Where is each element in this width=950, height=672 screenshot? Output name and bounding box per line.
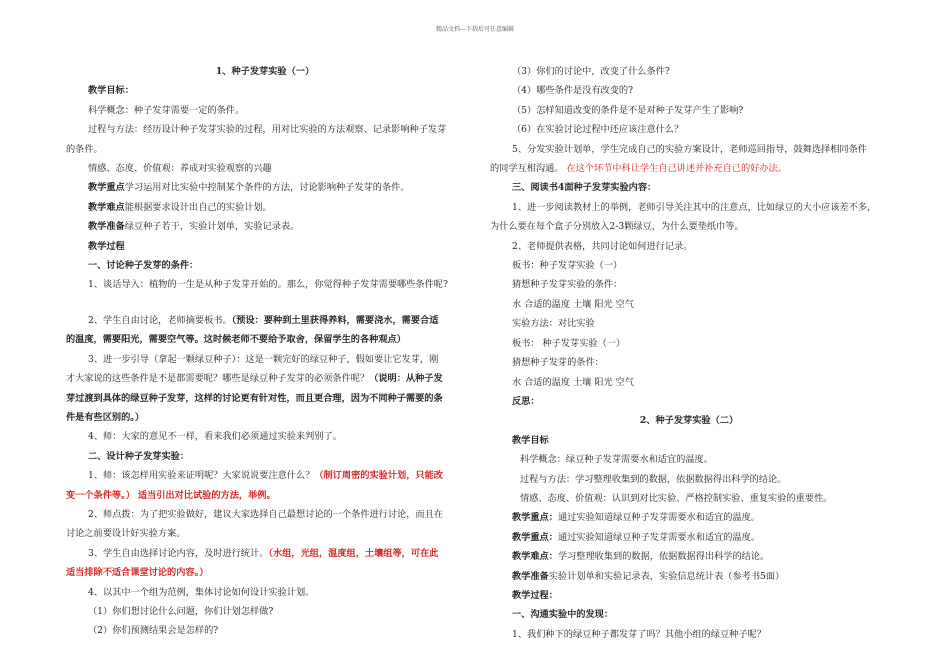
prep-line bbox=[66, 217, 464, 236]
question-2: （2）你们预测结果会是怎样的? bbox=[88, 625, 219, 637]
focus-line bbox=[66, 178, 464, 197]
difficulty-2-text: 学习整理收集到的数据，依据数据得出科学的结论。 bbox=[557, 551, 770, 563]
para-2-bold-a: （预设：要种到土里获得养料，需要浇水，需要合适 bbox=[231, 314, 439, 326]
difficulty-line bbox=[66, 198, 464, 217]
prep-line-2 bbox=[490, 567, 888, 586]
method-1: 实验方法：对比实验 bbox=[512, 318, 595, 330]
para-3c: 芽过渡到具体的绿豆种子发芽，这样的讨论更有针对性，而且更合理，因为不同种子需要的条 bbox=[66, 392, 443, 404]
focus-2b-label: 教学重点： bbox=[512, 531, 558, 543]
s2-para-2b: 讨论之前要设计好实验方案。 bbox=[66, 528, 186, 540]
focus-2b-text: 通过实验知道绿豆种子发芽需要水和适宜的温度。 bbox=[557, 531, 761, 543]
difficulty-2-label: 教学难点： bbox=[512, 551, 558, 563]
section-4-heading: 一、沟通实验中的发现： bbox=[512, 609, 614, 621]
para-3b-normal: 才大家说的这些条件是不是都需要呢？哪些是绿豆种子发芽的必须条件呢？ bbox=[66, 373, 370, 385]
para-1: 1、谈话导入：植物的一生是从种子发芽开始的。那么，你觉得种子发芽需要哪些条件呢? bbox=[88, 279, 448, 291]
para-2a bbox=[66, 311, 464, 330]
prep-2-label: 教学准备 bbox=[512, 570, 549, 582]
question-1: （1）你们想讨论什么问题，你们计划怎样做? bbox=[88, 605, 274, 617]
s2-para-3b: 适当排除不适合课堂讨论的内容。） bbox=[66, 567, 209, 579]
guess-2: 猜想种子发芽的条件： bbox=[512, 357, 604, 369]
conditions-2: 水 合适的温度 土壤 阳光 空气 bbox=[512, 376, 634, 388]
process-line-2: 过程与方法：学习整理收集到的数据，依据数据得出科学的结论。 bbox=[520, 473, 787, 485]
attitude-line-2: 情感、态度、价值观：认识到对比实验、严格控制实验、重复实验的重要性。 bbox=[520, 492, 833, 504]
conditions-1: 水 合适的温度 土壤 阳光 空气 bbox=[512, 298, 634, 310]
right-column bbox=[490, 62, 888, 644]
para-5b-normal: 的同学互相沟通。 bbox=[490, 163, 564, 175]
focus-label: 教学重点 bbox=[88, 182, 125, 194]
read-1b: 为什么要在每个盒子分别放入2-3颗绿豆，为什么要垫纸巾等。 bbox=[490, 221, 744, 233]
process-heading: 教学过程 bbox=[88, 240, 125, 252]
s2-para-1-red-c: 适当引出对比试验的方法，举例。 bbox=[137, 489, 276, 501]
s2-para-1-normal: 1、师：该怎样用实验来证明呢？大家说说要注意什么？ bbox=[88, 470, 315, 482]
section-2-heading: 二、设计种子发芽实验： bbox=[88, 450, 190, 462]
read-1a: 1、进一步阅读教材上的举例，老师引导关注其中的注意点，比如绿豆的大小应该差不多， bbox=[512, 201, 877, 213]
question-3: （3）你们的讨论中，改变了什么条件? bbox=[512, 66, 670, 77]
para-3a: 3、进一步引导（拿起一颗绿豆种子）：这是一颗完好的绿豆种子，假如要让它发芽，刚 bbox=[88, 353, 439, 365]
para-5b-red: 在这个环节中科让学生自己讲述并补充自己的好办法。 bbox=[566, 163, 787, 175]
prep-label: 教学准备 bbox=[88, 221, 125, 233]
page-header-note: 精品文档---下载后可任意编辑 bbox=[435, 26, 515, 33]
s2-para-1b bbox=[66, 486, 464, 505]
process-line-a: 过程与方法：经历设计种子发芽实验的过程，用对比实验的方法观察、记录影响种子发芽 bbox=[88, 124, 447, 136]
para-4: 4、师：大家的意见不一样，看来我们必须通过实验来判别了。 bbox=[88, 431, 342, 443]
s2-para-3-red-a: （水组，光组，温度组，土壤组等，可在此 bbox=[268, 547, 439, 559]
lesson-title-1: 1、种子发芽实验（一） bbox=[215, 66, 315, 77]
process-heading-2: 教学过程： bbox=[512, 589, 558, 601]
focus-line-2a bbox=[490, 508, 888, 527]
focus-2a-text: 通过实验知道绿豆种子发芽需要水和适宜的温度。 bbox=[557, 512, 761, 524]
read-2: 2、老师提供表格，共同讨论如何进行记录。 bbox=[512, 240, 693, 252]
s2-para-1-red-a: （制订周密的实验计划，只能改 bbox=[314, 470, 443, 482]
difficulty-text: 能根据要求设计出自己的实验计划。 bbox=[124, 201, 272, 213]
question-6: （6）在实验讨论过程中还应该注意什么？ bbox=[512, 124, 684, 136]
para-5a: 5、分发实验计划单，学生完成自己的实验方案设计，老师巡回指导，鼓舞选择相同条件 bbox=[512, 143, 867, 155]
board-1: 板书：种子发芽实验（一） bbox=[512, 260, 623, 272]
para-2-normal: 2、学生自由讨论，老师摘要板书。 bbox=[88, 314, 232, 326]
difficulty-line-2 bbox=[490, 547, 888, 566]
para-3b-bold: （说明：从种子发 bbox=[369, 373, 443, 385]
s2-para-2a: 2、师点拨：为了把实验做好，建议大家选择自己最想讨论的一个条件进行讨论，而且在 bbox=[88, 508, 443, 520]
goal-heading: 教学目标： bbox=[88, 85, 134, 97]
section-1-heading: 一、讨论种子发芽的条件： bbox=[88, 260, 199, 272]
attitude-line: 情感、态度、价值观：养成对实验观察的兴趣 bbox=[88, 163, 272, 175]
para-3b bbox=[66, 369, 464, 388]
focus-2a-label: 教学重点： bbox=[512, 512, 558, 524]
para-2b: 的温度，需要阳光，需要空气等。这时候老师不要给予取舍，保留学生的各种观点） bbox=[66, 334, 406, 346]
lesson-title-2: 2、种子发芽实验（二） bbox=[639, 415, 739, 427]
goal-heading-2: 教学目标 bbox=[512, 434, 549, 446]
concept-line: 科学概念：种子发芽需要一定的条件。 bbox=[88, 104, 245, 116]
s2-para-3-normal: 3、学生自由选择讨论内容，及时进行统计。 bbox=[88, 547, 269, 559]
para-5b bbox=[490, 159, 888, 178]
s2-para-3a bbox=[66, 544, 464, 563]
s2-para-1-red-b: 变一个条件等。） bbox=[66, 489, 135, 501]
prep-2-text: 实验计划单和实验记录表，实验信息统计表（参考书5面） bbox=[548, 570, 785, 582]
last-para: 1、我们种下的绿豆种子都发芽了吗？其他小组的绿豆种子呢？ bbox=[512, 628, 766, 640]
left-column bbox=[66, 62, 464, 641]
concept-line-2: 科学概念：绿豆种子发芽需要水和适宜的温度。 bbox=[520, 454, 713, 466]
focus-text: 学习运用对比实验中控制某个条件的方法，讨论影响种子发芽的条件。 bbox=[124, 182, 410, 194]
board-2: 板书： 种子发芽实验（一） bbox=[512, 337, 626, 349]
process-line-b: 的条件。 bbox=[66, 143, 103, 155]
question-5: （5）怎样知道改变的条件是不是对种子发芽产生了影响? bbox=[512, 104, 744, 116]
prep-text: 绿豆种子若干，实验计划单，实验记录表。 bbox=[124, 221, 300, 233]
section-3-heading: 三、阅读书4面种子发芽实验内容： bbox=[512, 182, 657, 194]
s2-para-1a bbox=[66, 466, 464, 485]
guess-1: 猜想种子发芽实验的条件： bbox=[512, 279, 623, 291]
s2-para-4: 4、以其中一个组为范例，集体讨论如何设计实验计划。 bbox=[88, 586, 315, 598]
focus-line-2b bbox=[490, 528, 888, 547]
question-4: （4）哪些条件是没有改变的? bbox=[512, 85, 634, 97]
para-3d: 件是有些区别的。） bbox=[66, 411, 145, 423]
reflection-label: 反思： bbox=[512, 395, 540, 407]
difficulty-label: 教学难点 bbox=[88, 201, 125, 213]
